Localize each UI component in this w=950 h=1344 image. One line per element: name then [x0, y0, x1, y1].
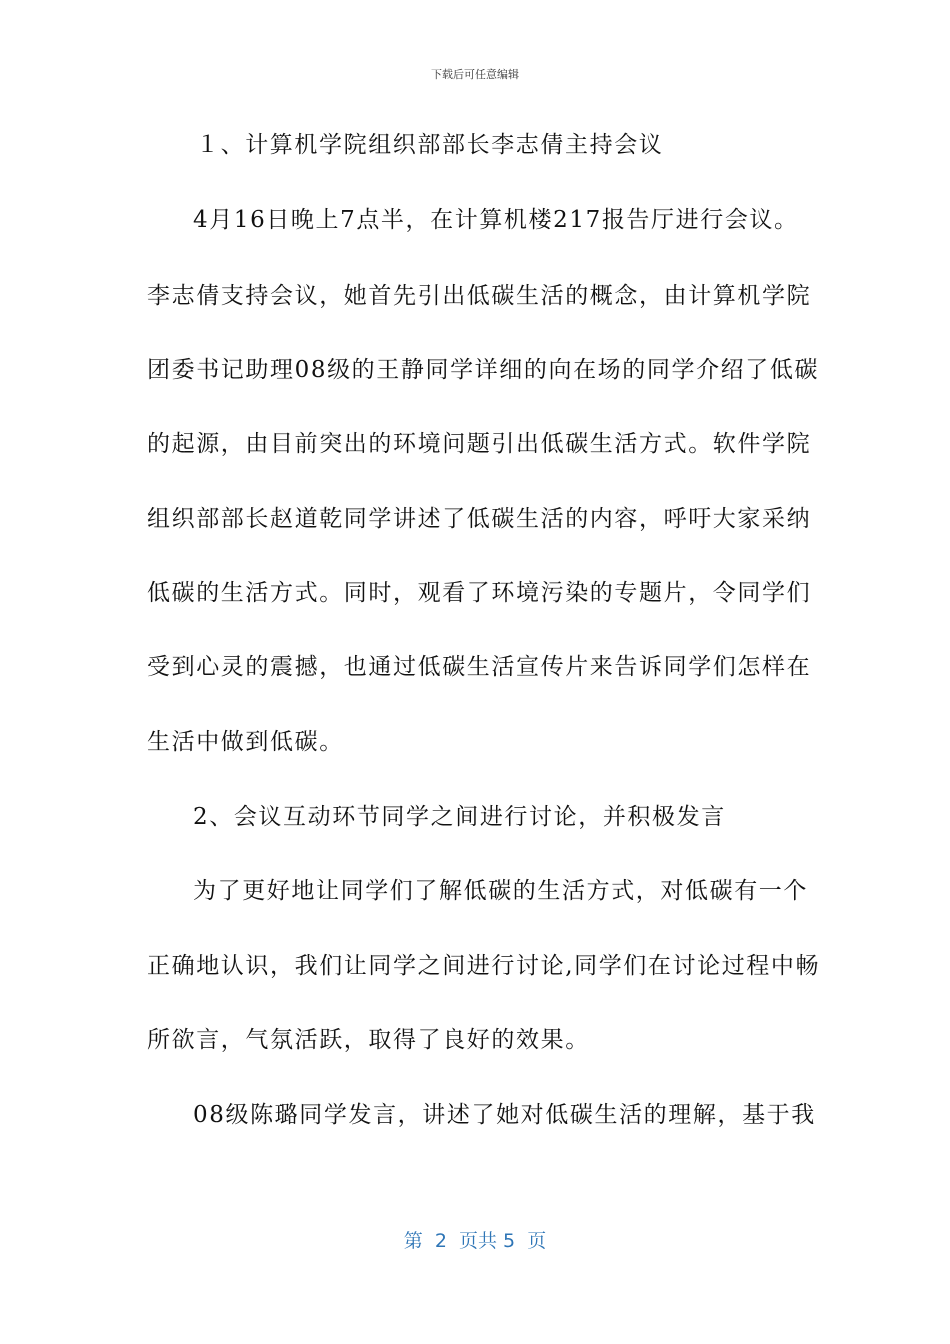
paragraph-line: 为了更好地让同学们了解低碳的生活方式，对低碳有一个: [193, 878, 808, 904]
page-number-footer: 第 2 页共 5 页: [403, 1230, 547, 1252]
paragraph-line: 4月16日晚上7点半，在计算机楼217报告厅进行会议。: [193, 207, 799, 233]
header-note: 下载后可任意编辑: [431, 68, 519, 81]
heading-discussion: 2、会议互动环节同学之间进行讨论，并积极发言: [193, 804, 726, 830]
paragraph-line: 正确地认识，我们让同学之间进行讨论,同学们在讨论过程中畅: [147, 953, 821, 979]
paragraph-line: 低碳的生活方式。同时，观看了环境污染的专题片，令同学们: [147, 580, 812, 606]
paragraph-line: 李志倩支持会议，她首先引出低碳生活的概念，由计算机学院: [147, 283, 812, 309]
paragraph-line: 的起源，由目前突出的环境问题引出低碳生活方式。软件学院: [147, 431, 812, 457]
paragraph-line: 08级陈璐同学发言，讲述了她对低碳生活的理解，基于我: [193, 1102, 816, 1128]
heading-meeting-host: １、计算机学院组织部部长李志倩主持会议: [196, 132, 664, 158]
paragraph-line: 受到心灵的震撼，也通过低碳生活宣传片来告诉同学们怎样在: [147, 654, 812, 680]
paragraph-line: 生活中做到低碳。: [147, 729, 344, 755]
paragraph-line: 团委书记助理08级的王静同学详细的向在场的同学介绍了低碳: [147, 357, 820, 383]
paragraph-line: 组织部部长赵道乾同学讲述了低碳生活的内容，呼吁大家采纳: [147, 506, 812, 532]
paragraph-line: 所欲言，气氛活跃，取得了良好的效果。: [147, 1027, 590, 1053]
